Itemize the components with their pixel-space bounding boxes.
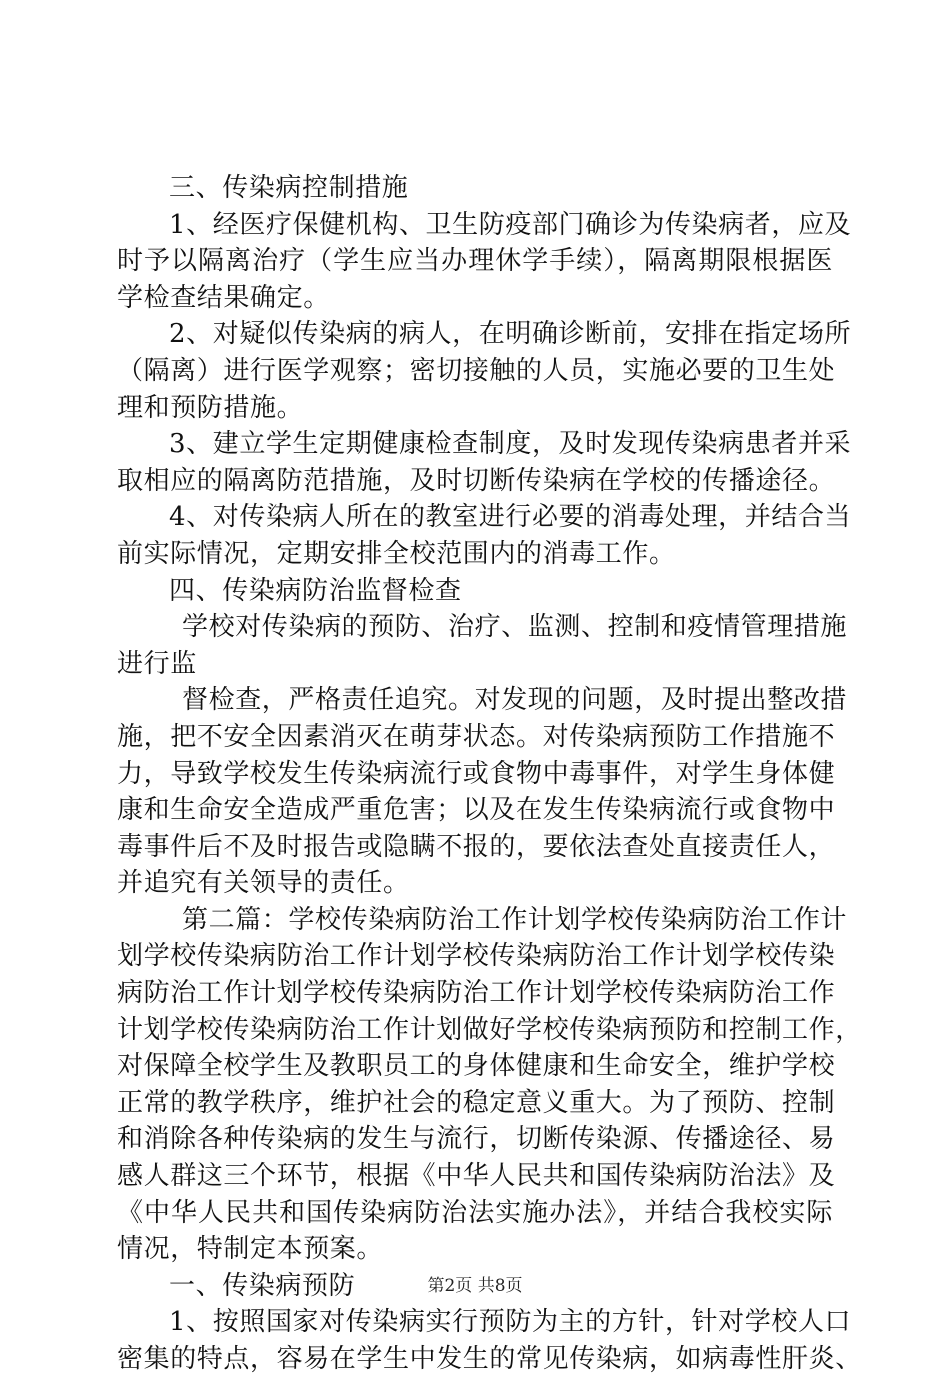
text-line: 学校对传染病的预防、治疗、监测、控制和疫情管理措施 bbox=[182, 612, 848, 643]
text-line: 督检查，严格责任追究。对发现的问题，及时提出整改措 bbox=[182, 685, 848, 716]
text-line: 四、传染病防治监督检查 bbox=[169, 575, 462, 606]
text-line: 施，把不安全因素消灭在萌芽状态。对传染病预防工作措施不 bbox=[117, 721, 836, 752]
text-line: 情况，特制定本预案。 bbox=[117, 1234, 384, 1265]
text-line: 力，导致学校发生传染病流行或食物中毒事件，对学生身体健 bbox=[117, 758, 836, 789]
page-footer: 第2页 共8页 bbox=[427, 1276, 523, 1296]
text-line: 前实际情况，定期安排全校范围内的消毒工作。 bbox=[117, 538, 676, 569]
text-line: 病防治工作计划学校传染病防治工作计划学校传染病防治工作 bbox=[117, 978, 836, 1009]
text-line: 4、对传染病人所在的教室进行必要的消毒处理，并结合当 bbox=[169, 502, 852, 533]
text-line: 2、对疑似传染病的病人，在明确诊断前，安排在指定场所 bbox=[169, 319, 852, 350]
text-line: 第二篇：学校传染病防治工作计划学校传染病防治工作计 bbox=[182, 904, 848, 935]
text-line: 1、按照国家对传染病实行预防为主的方针，针对学校人口 bbox=[169, 1307, 852, 1338]
text-line: 正常的教学秩序，维护社会的稳定意义重大。为了预防、控制 bbox=[117, 1087, 836, 1118]
text-line: 计划学校传染病防治工作计划做好学校传染病预防和控制工作， bbox=[117, 1014, 862, 1045]
text-line: 和消除各种传染病的发生与流行，切断传染源、传播途径、易 bbox=[117, 1124, 836, 1155]
text-line: 密集的特点，容易在学生中发生的常见传染病，如病毒性肝炎、 bbox=[117, 1344, 862, 1374]
text-line: 感人群这三个环节，根据《中华人民共和国传染病防治法》及 bbox=[117, 1161, 836, 1192]
text-line: 并追究有关领导的责任。 bbox=[117, 868, 410, 899]
text-line: 进行监 bbox=[117, 648, 197, 679]
text-line: 时予以隔离治疗（学生应当办理休学手续），隔离期限根据医 bbox=[117, 246, 833, 277]
document-body bbox=[117, 170, 862, 1378]
text-line: 划学校传染病防治工作计划学校传染病防治工作计划学校传染 bbox=[117, 941, 836, 972]
text-line: （隔离）进行医学观察；密切接触的人员，实施必要的卫生处 bbox=[117, 355, 836, 386]
text-line: 学检查结果确定。 bbox=[117, 282, 330, 313]
text-line: 三、传染病控制措施 bbox=[169, 173, 409, 203]
text-line: 一、传染病预防 bbox=[169, 1270, 356, 1301]
text-line: 对保障全校学生及教职员工的身体健康和生命安全，维护学校 bbox=[117, 1051, 836, 1082]
text-line: 康和生命安全造成严重危害；以及在发生传染病流行或食物中 bbox=[117, 795, 836, 826]
text-line: 取相应的隔离防范措施，及时切断传染病在学校的传播途径。 bbox=[117, 465, 836, 496]
text-line: 1、经医疗保健机构、卫生防疫部门确诊为传染病者，应及 bbox=[169, 209, 852, 240]
text-line: 理和预防措施。 bbox=[117, 392, 304, 423]
text-line: 毒事件后不及时报告或隐瞒不报的，要依法查处直接责任人， bbox=[117, 831, 836, 862]
text-line: 《中华人民共和国传染病防治法实施办法》，并结合我校实际 bbox=[117, 1197, 833, 1228]
text-line: 3、建立学生定期健康检查制度，及时发现传染病患者并采 bbox=[169, 429, 852, 460]
